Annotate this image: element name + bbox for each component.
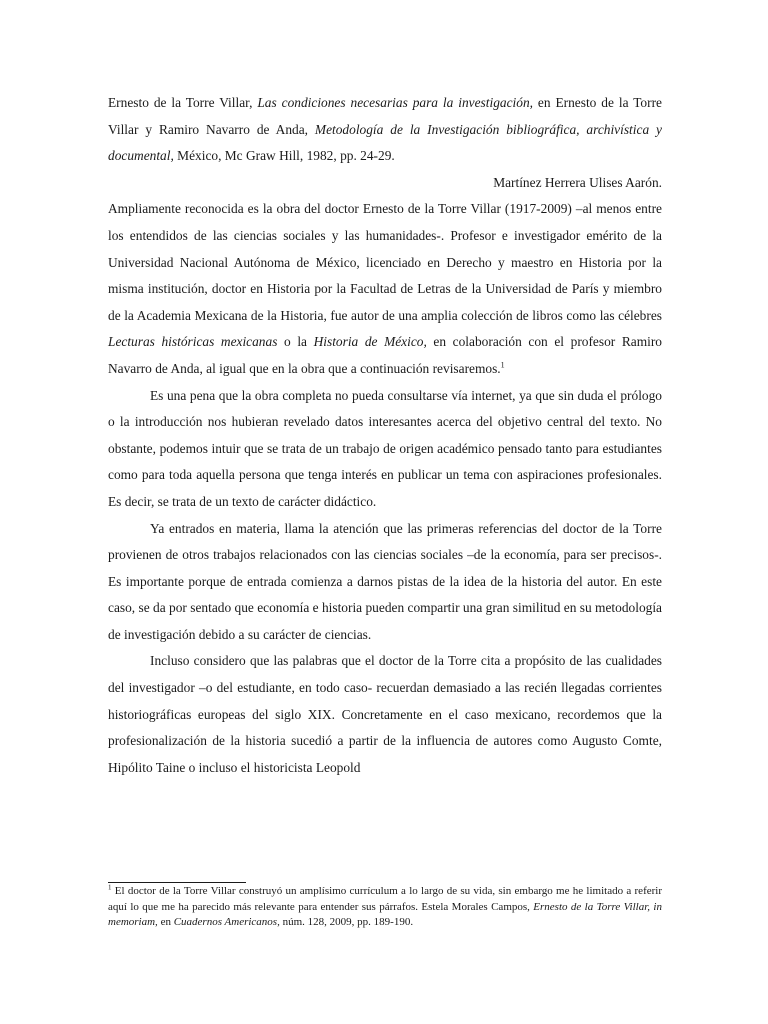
paragraph-1-text-a: Ampliamente reconocida es la obra del doctor Ernesto de la Torre Villar (1917-2009) –al menos entre los entendidos de las ciencias sociales y las humanidades-. Profesor e investigador emérito de la Universidad Nacional Autónoma de México, licenciado en Derecho y maestro en Historia por la misma institución, doctor en Historia por la Facultad de Letras de la Universidad de París y miembro de la Academia Mexicana de la Historia, fue autor de una amplia colección de libros como las célebres bbox=[108, 201, 662, 323]
paragraph-1 bbox=[108, 196, 662, 382]
reference-author: Ernesto de la Torre Villar, bbox=[108, 95, 258, 110]
footnote-text-c: núm. 128, 2009, pp. 189-190. bbox=[279, 916, 414, 928]
paragraph-2: Es una pena que la obra completa no pueda consultarse vía internet, ya que sin duda el prólogo o la introducción nos hubieran revelado datos interesantes acerca del objetivo central del texto. No obstante, podemos intuir que se trata de un trabajo de origen académico pensado tanto para estudiantes como para toda aquella persona que tenga interés en publicar un tema con aspiraciones profesionales. Es decir, se trata de un texto de carácter didáctico. bbox=[108, 387, 662, 509]
footnote-italic-b: Cuadernos Americanos, bbox=[173, 916, 280, 928]
reference-chapter-title: Las condiciones necesarias para la investigación, bbox=[257, 95, 533, 110]
reference-publication: México, Mc Graw Hill, 1982, pp. 24-29. bbox=[173, 148, 395, 164]
footnote-reference[interactable]: 1 bbox=[500, 360, 505, 370]
paragraph-1-italic-b: Historia de México, bbox=[313, 334, 427, 350]
paragraph-1-text-c: en colaboración con el profesor Ramiro Navarro de Anda, al igual que en la obra que a continuación revisaremos. bbox=[108, 334, 663, 376]
document-body bbox=[108, 90, 662, 781]
paragraph-1-text-b: o la bbox=[277, 334, 314, 350]
bibliographic-reference bbox=[108, 90, 662, 170]
footnote bbox=[108, 884, 662, 931]
paragraph-3: Ya entrados en materia, llama la atención que las primeras referencias del doctor de la Torre provienen de otros trabajos relacionados con las ciencias sociales –de la economía, para ser precisos-. Es importante porque de entrada comienza a darnos pistas de la idea de la historia del autor. En este caso, se da por sentado que economía e historia pueden compartir una gran similitud en su metodología de investigación debido a su carácter de ciencias. bbox=[108, 520, 662, 642]
reference-in-text: en Ernesto de la Torre Villar y Ramiro Navarro de Anda, bbox=[108, 95, 662, 137]
paragraph-1-italic-a: Lecturas históricas mexicanas bbox=[108, 334, 278, 350]
footnote-divider bbox=[108, 882, 246, 883]
reviewer-name: Martínez Herrera Ulises Aarón. bbox=[493, 174, 662, 190]
reference-book-title: Metodología de la Investigación bibliográfica, archivística y documental, bbox=[108, 121, 662, 164]
paragraph-4: Incluso considero que las palabras que el doctor de la Torre cita a propósito de las cualidades del investigador –o del estudiante, en todo caso- recuerdan demasiado a las recién llegadas corrientes historiográficas europeas del siglo XIX. Concretamente en el caso mexicano, recordemos que la profesionalización de la historia sucedió a partir de la influencia de autores como Augusto Comte, Hipólito Taine o incluso el historicista Leopold bbox=[108, 653, 662, 775]
footnote-italic-a: Ernesto de la Torre Villar, in memoriam, bbox=[108, 900, 662, 928]
footnote-number: 1 bbox=[108, 883, 112, 892]
footnote-text-a: El doctor de la Torre Villar construyó un amplísimo currículum a lo largo de su vida, sin embargo me he limitado a referir aquí lo que me ha parecido más relevante para entender sus párrafos. Estela Morales Campos, bbox=[108, 885, 662, 913]
footnote-text-b: en bbox=[157, 916, 174, 928]
